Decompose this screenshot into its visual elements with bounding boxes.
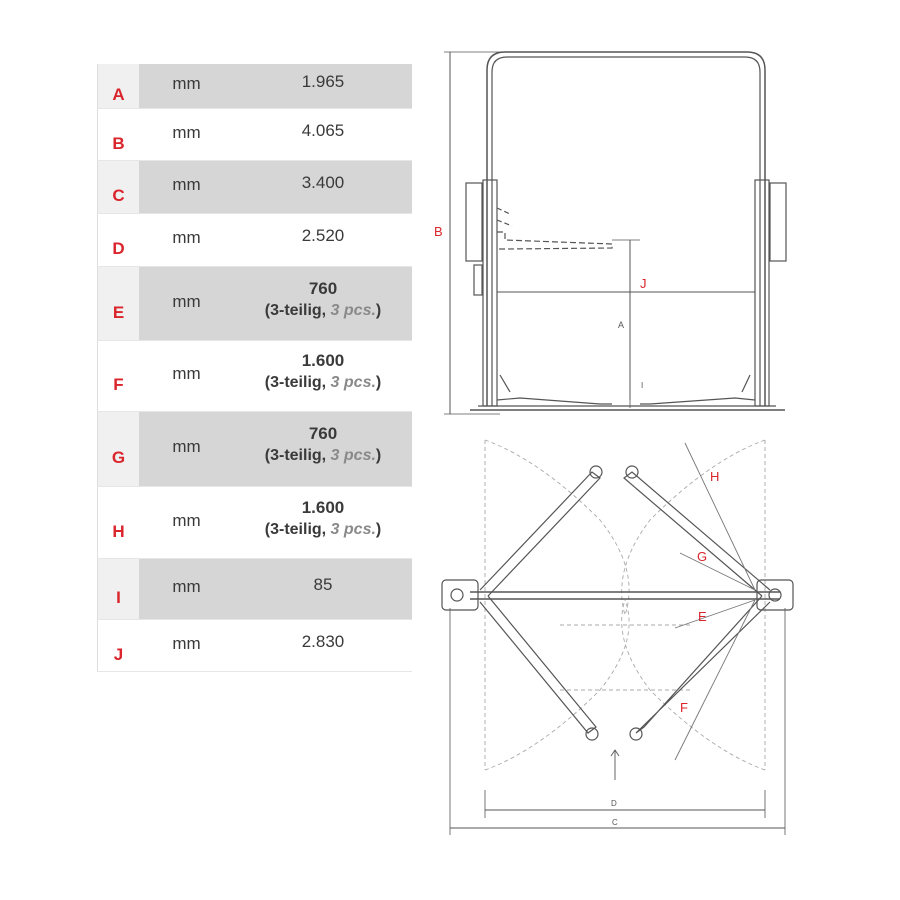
value-text: 1.965 [301,72,345,91]
top-view [442,440,793,835]
label-a: A [618,320,625,330]
label-e: E [698,609,707,624]
table-row [97,487,412,559]
label-g: G [697,549,708,564]
label-c: C [612,818,618,827]
value-text: 2.830 [301,631,345,651]
row-unit: mm [139,64,234,108]
value-text: 4.065 [301,120,345,140]
value-text: 1.600 [301,497,345,517]
row-unit: mm [139,267,234,340]
row-value [234,161,412,213]
value-note: (3-teilig, 3 pcs.) [264,520,382,538]
dimension-table [97,64,412,672]
value-text: 760 [308,424,338,443]
label-i: I [641,381,644,390]
label-f: F [680,700,688,715]
row-value [234,487,412,558]
table-row [97,412,412,487]
row-unit: mm [139,620,234,671]
label-b: B [434,224,443,239]
row-key: G [97,412,139,486]
row-value [234,214,412,266]
row-unit: mm [139,341,234,411]
value-note: (3-teilig, 3 pcs.) [264,374,382,391]
front-view [444,52,786,414]
row-value [234,109,412,160]
row-value [234,64,412,108]
row-unit: mm [139,109,234,160]
row-unit: mm [139,559,234,619]
table-row [97,620,412,672]
table-row [97,161,412,214]
label-j: J [640,276,647,291]
table-row [97,559,412,620]
value-note: (3-teilig, 3 pcs.) [264,447,382,464]
row-key: D [97,214,139,266]
row-key: E [97,267,139,340]
row-key: C [97,161,139,213]
label-h: H [710,469,720,484]
table-row [97,214,412,267]
value-text: 760 [308,278,338,298]
row-unit: mm [139,161,234,213]
row-value [234,620,412,671]
value-note: (3-teilig, 3 pcs.) [264,301,382,319]
row-key: J [97,620,139,671]
table-row [97,341,412,412]
value-text: 3.400 [301,173,345,192]
table-row [97,64,412,109]
row-key: F [97,341,139,411]
row-value [234,412,412,486]
row-unit: mm [139,214,234,266]
row-value [234,341,412,411]
row-key: H [97,487,139,558]
table-row [97,109,412,161]
row-value [234,267,412,340]
row-key: A [97,64,139,108]
table-row [97,267,412,341]
value-text: 2.520 [301,226,345,245]
row-key: B [97,109,139,160]
row-unit: mm [139,487,234,558]
label-d: D [611,799,617,808]
row-key: I [97,559,139,619]
row-unit: mm [139,412,234,486]
row-value [234,559,412,619]
value-text: 1.600 [301,351,345,370]
value-text: 85 [313,575,333,594]
